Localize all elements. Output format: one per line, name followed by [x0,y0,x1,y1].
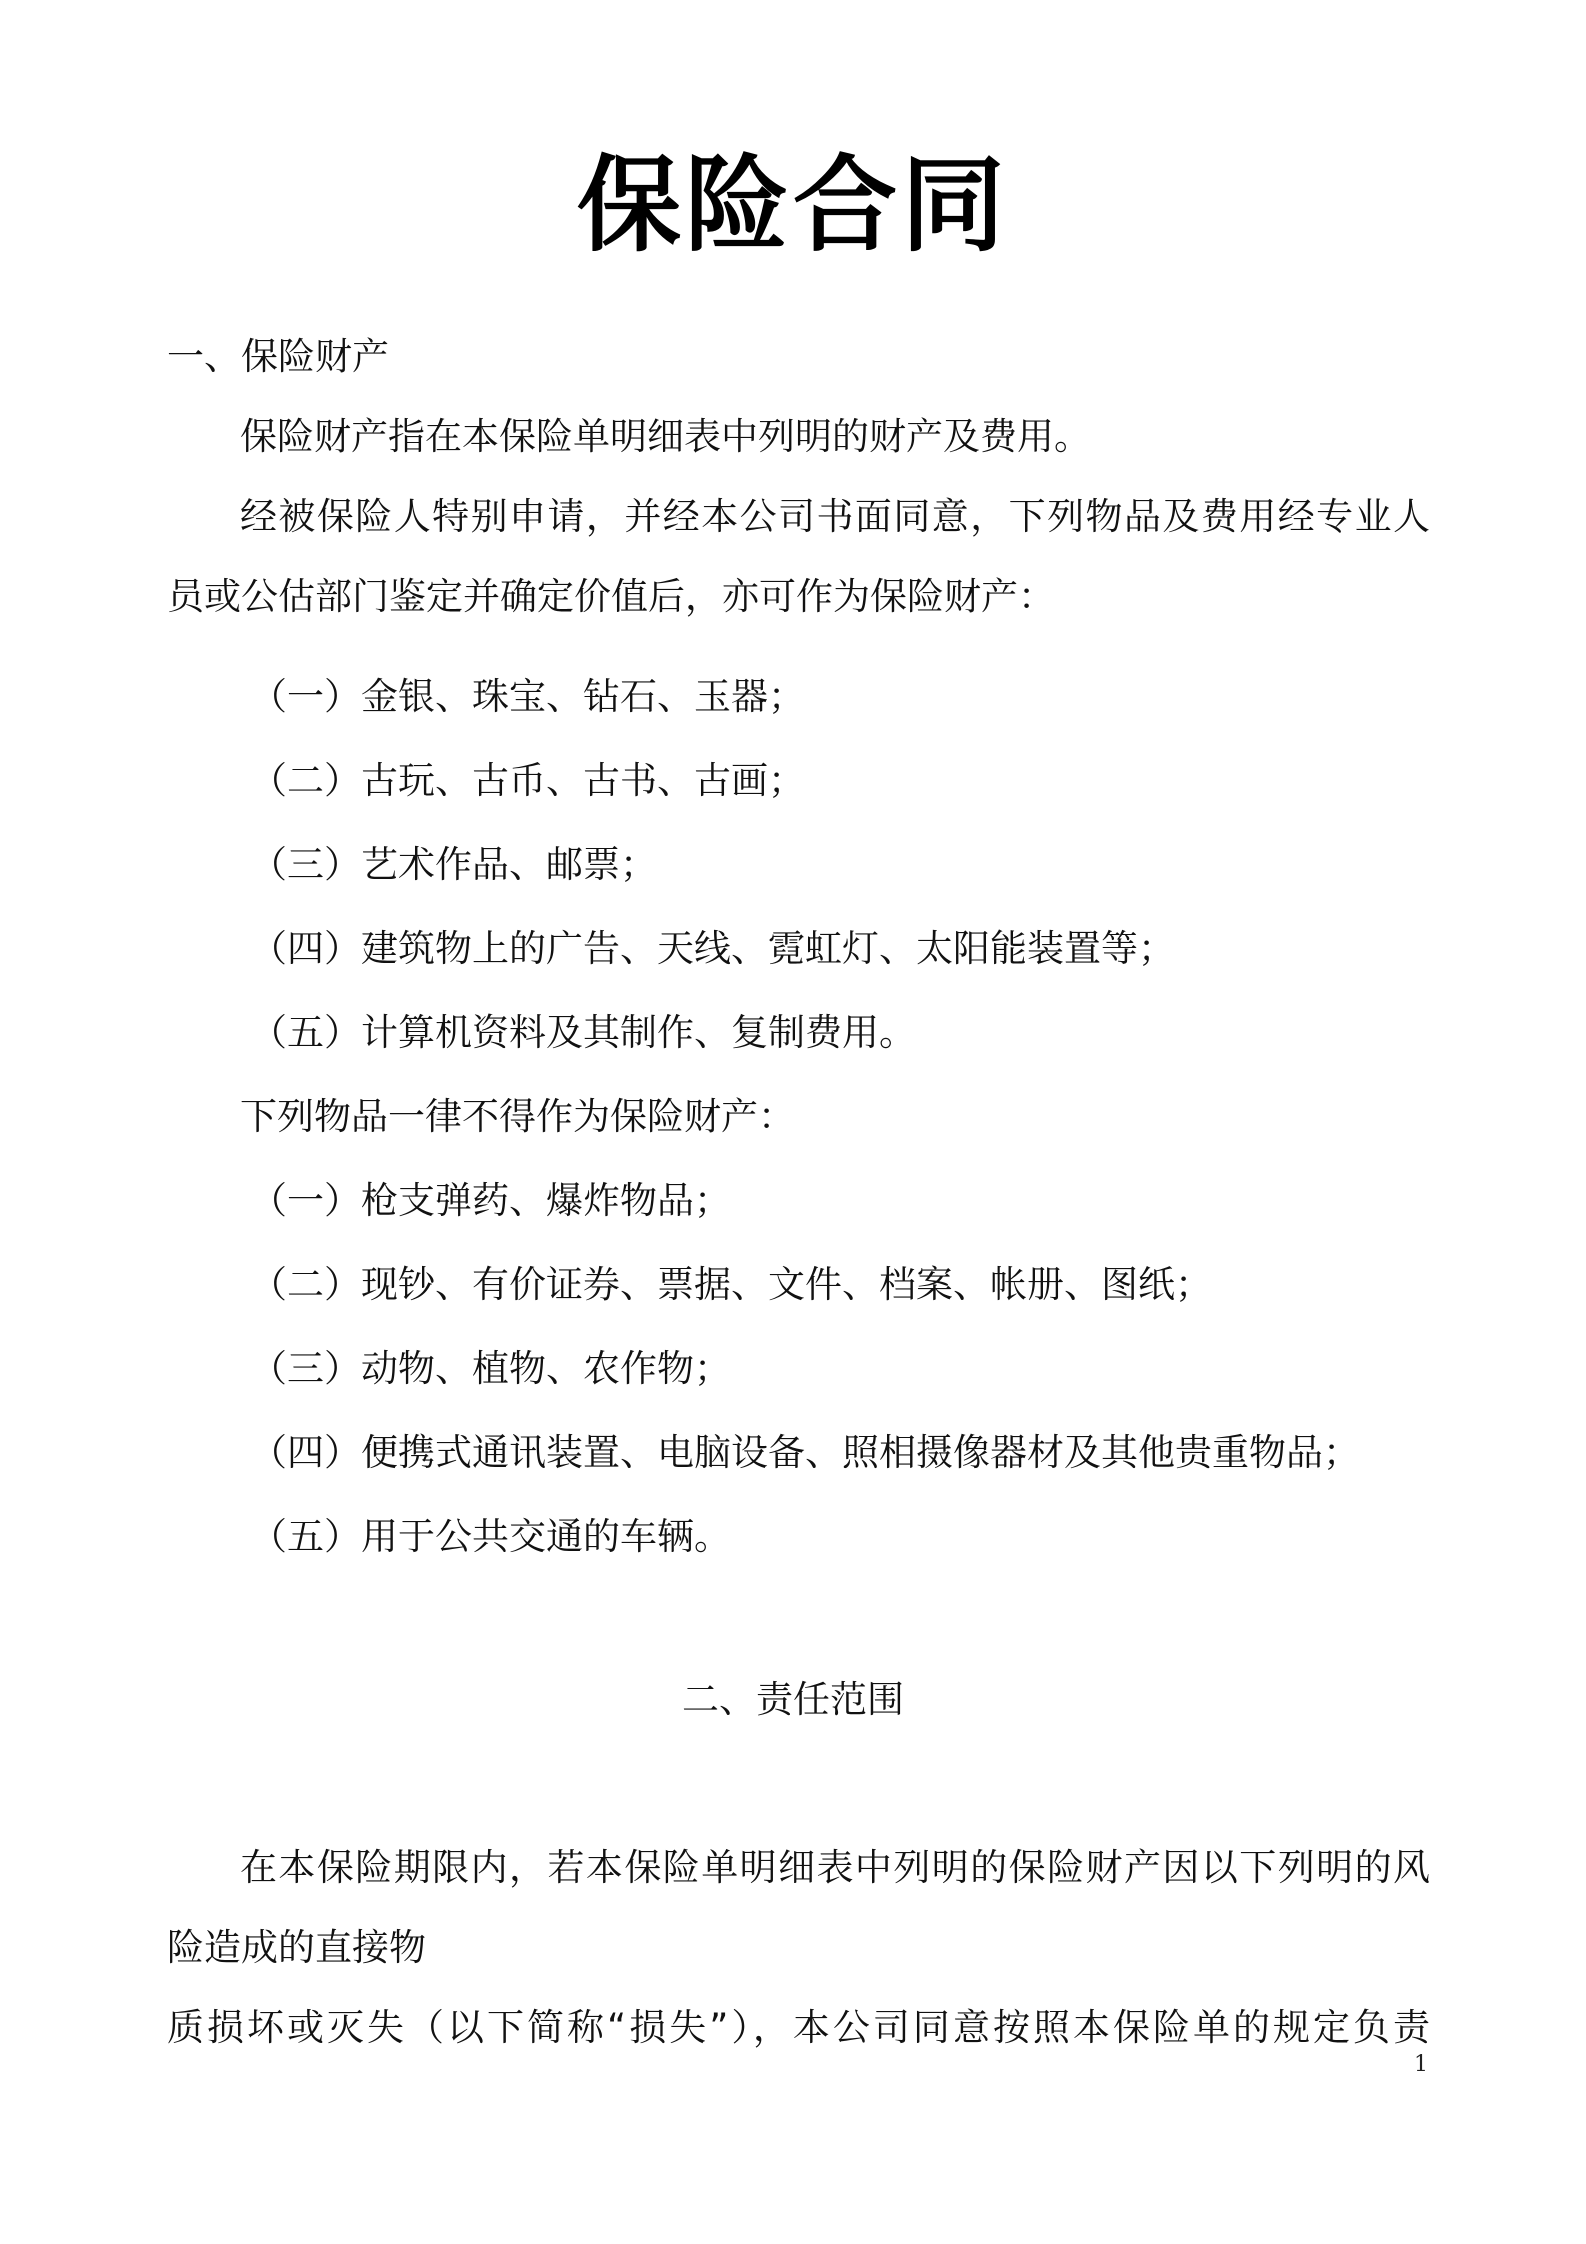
excluded-item-4: （四）便携式通讯装置、电脑设备、照相摄像器材及其他贵重物品； [250,1431,1360,1474]
section-1-paragraph-1: 保险财产指在本保险单明细表中列明的财产及费用。 [240,415,1091,458]
special-item-1: （一）金银、珠宝、钻石、玉器； [250,675,805,718]
section-2-paragraph-line-3: 质损坏或灭失（以下简称“损失”），本公司同意按照本保险单的规定负责 [167,2006,1430,2049]
section-2-paragraph-line-1: 在本保险期限内，若本保险单明细表中列明的保险财产因以下列明的风 [240,1846,1430,1889]
special-item-5: （五）计算机资料及其制作、复制费用。 [250,1011,916,1054]
excluded-item-2: （二）现钞、有价证券、票据、文件、档案、帐册、图纸； [250,1263,1212,1306]
section-1-paragraph-2-line-1: 经被保险人特别申请，并经本公司书面同意，下列物品及费用经专业人 [240,495,1430,538]
special-item-4: （四）建筑物上的广告、天线、霓虹灯、太阳能装置等； [250,927,1175,970]
section-1-paragraph-2-line-2: 员或公估部门鉴定并确定价值后，亦可作为保险财产： [167,575,1055,618]
excluded-item-1: （一）枪支弹药、爆炸物品； [250,1179,731,1222]
page-number: 1 [1414,2052,1428,2077]
excluded-item-3: （三）动物、植物、农作物； [250,1347,731,1390]
section-2-heading: 二、责任范围 [682,1678,904,1721]
section-1-heading: 一、保险财产 [167,335,389,378]
section-2-paragraph-line-2: 险造成的直接物 [167,1926,426,1969]
excluded-intro: 下列物品一律不得作为保险财产： [240,1095,795,1138]
special-item-3: （三）艺术作品、邮票； [250,843,657,886]
document-title: 保险合同 [576,144,1009,266]
special-item-2: （二）古玩、古币、古书、古画； [250,759,805,802]
excluded-item-5: （五）用于公共交通的车辆。 [250,1515,731,1558]
